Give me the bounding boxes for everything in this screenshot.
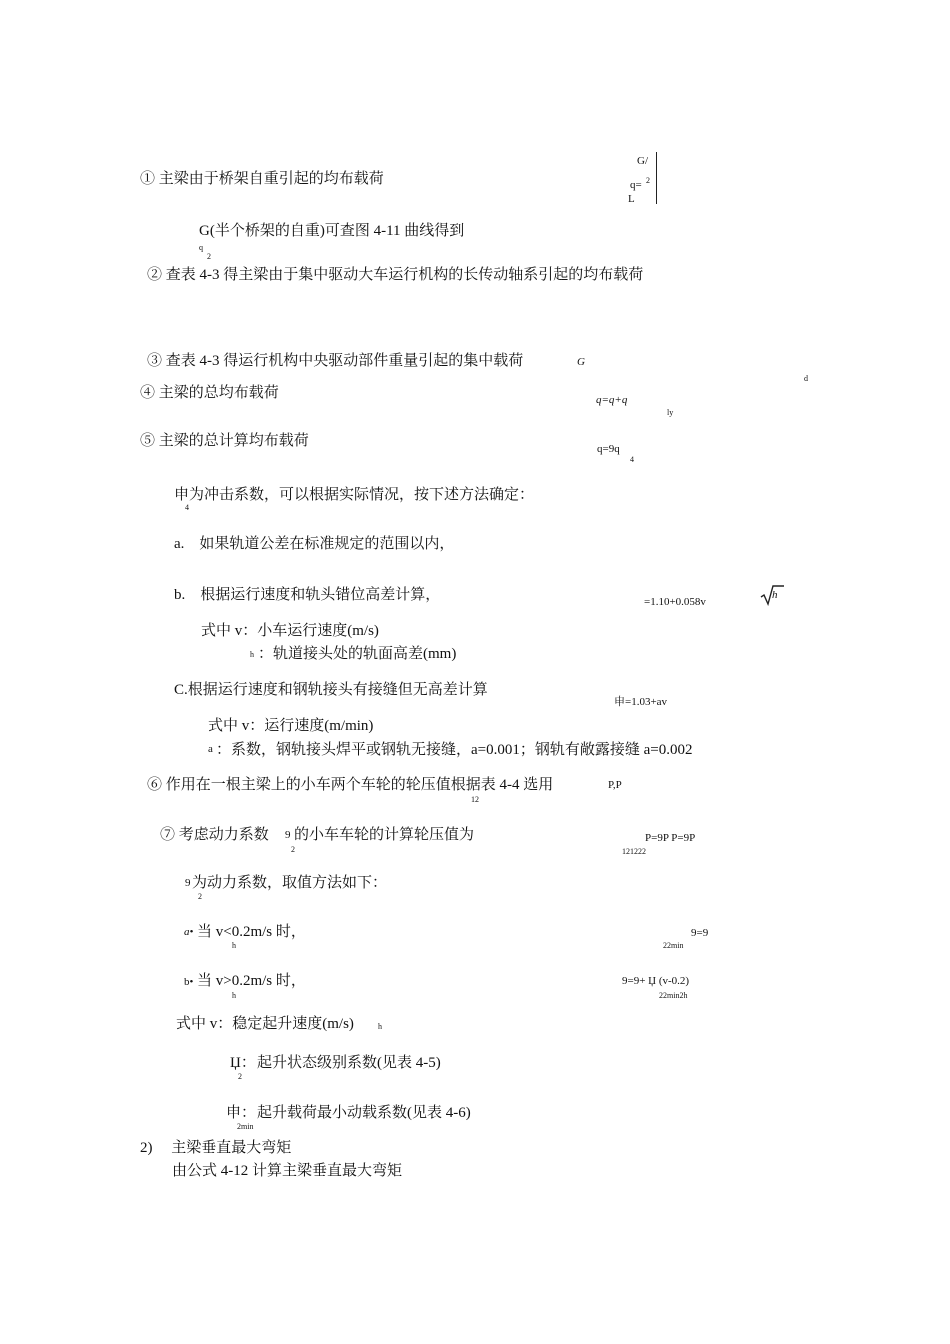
case-b-formula-sub: 22min2h bbox=[659, 991, 688, 1000]
dynamic-coefficient-intro: 为动力系数，取值方法如下： bbox=[192, 875, 388, 891]
sub-d: d bbox=[804, 374, 808, 383]
formula-method-c: 申=1.03+av bbox=[614, 696, 668, 708]
item-1-self-weight-load: ① 主梁由于桥架自重引起的均布载荷 bbox=[140, 171, 384, 187]
item-4-total-distributed-load: ④ 主梁的总均布载荷 bbox=[140, 385, 279, 401]
concentrated-load-symbol: G bbox=[577, 356, 585, 368]
formula-sub-2: 2 bbox=[646, 176, 650, 185]
a-symbol: a bbox=[208, 743, 213, 755]
sub-12: 12 bbox=[471, 795, 479, 804]
case-b-sub-h: h bbox=[232, 991, 236, 1000]
item-half-bridge-weight: G(半个桥架的自重)可查图 4-11 曲线得到 bbox=[199, 223, 465, 239]
sub-ly: ly bbox=[667, 408, 674, 417]
formula-q-equals: q= bbox=[630, 179, 642, 191]
h-symbol: h bbox=[250, 650, 254, 659]
case-a-speed: 当 v<0.2m/s 时， bbox=[197, 924, 306, 940]
case-b-label: b• bbox=[184, 976, 194, 988]
case-a-formula-sub: 22min bbox=[663, 941, 684, 950]
beta-sub-2: 2 bbox=[238, 1072, 242, 1081]
formula-method-b: =1.10+0.058v bbox=[644, 596, 706, 605]
phi2min-symbol: 申： bbox=[226, 1105, 257, 1121]
method-a: a. 如果轨道公差在标准规定的范围以内， bbox=[174, 536, 455, 552]
formula-g-over: G/ bbox=[637, 155, 648, 167]
where-a-coefficient: ：系数，钢轨接头焊平或钢轨无接缝，a=0.001；钢轨有敞露接缝 a=0.002 bbox=[216, 742, 693, 758]
calculated-load-formula: q=9q bbox=[597, 443, 620, 455]
phi-symbol: 9 bbox=[285, 829, 291, 841]
sub-q: q bbox=[199, 243, 203, 252]
case-a-formula: 9=9 bbox=[691, 927, 709, 939]
hoisting-state-class-coefficient: 起升状态级别系数(见表 4-5) bbox=[257, 1055, 441, 1071]
beta-symbol: Џ： bbox=[230, 1055, 256, 1071]
item-3-central-drive-load: ③ 查表 4-3 得运行机构中央驱动部件重量引起的集中载荷 bbox=[147, 353, 524, 369]
case-a-sub-h: h bbox=[232, 941, 236, 950]
sub-2: 2 bbox=[207, 252, 211, 261]
formula-divider-line bbox=[656, 152, 657, 204]
section-2-vertical-moment: 2) 主梁垂直最大弯矩 bbox=[140, 1140, 292, 1156]
item-7-calculated-wheel-pressure: 的小车车轮的计算轮压值为 bbox=[294, 827, 475, 843]
sub-121222: 121222 bbox=[622, 847, 646, 856]
impact-symbol: 申 bbox=[174, 487, 190, 503]
case-a-label: a• bbox=[184, 926, 194, 938]
item-6-wheel-pressure: ⑥ 作用在一根主梁上的小车两个车轮的轮压值根据表 4-4 选用 bbox=[147, 777, 554, 793]
item-2-drive-shaft-load: ② 查表 4-3 得主梁由于集中驱动大车运行机构的长传动轴系引起的均布载荷 bbox=[147, 267, 644, 283]
impact-sub-4: 4 bbox=[185, 503, 189, 512]
item-5-calculated-distributed-load: ⑤ 主梁的总计算均布载荷 bbox=[140, 433, 309, 449]
case-b-formula: 9=9+ Џ (v-0.2) bbox=[622, 975, 690, 987]
sqrt-h: h bbox=[772, 589, 778, 601]
case-b-speed: 当 v>0.2m/s 时， bbox=[197, 973, 306, 989]
total-load-formula: q=q+q bbox=[596, 394, 628, 406]
where-v-hoisting-speed: 式中 v：稳定起升速度(m/s) bbox=[176, 1016, 354, 1032]
hoisting-min-dynamic-coefficient: 起升载荷最小动载系数(见表 4-6) bbox=[257, 1105, 471, 1121]
method-b: b. 根据运行速度和轨头错位高差计算， bbox=[174, 587, 441, 603]
where-h-rail-height-diff: ：轨道接头处的轨面高差(mm) bbox=[258, 646, 457, 662]
hoisting-speed-sub-h: h bbox=[378, 1022, 382, 1031]
phi-sub-2: 2 bbox=[291, 845, 295, 854]
formula-4-12-text: 由公式 4-12 计算主梁垂直最大弯矩 bbox=[172, 1163, 402, 1179]
where-v-running-speed: 式中 v：运行速度(m/min) bbox=[208, 718, 374, 734]
dynamic-phi-sub-2: 2 bbox=[198, 892, 202, 901]
method-c: C.根据运行速度和钢轨接头有接缝但无高差计算 bbox=[174, 682, 488, 698]
wheel-pressure-symbols: P,P bbox=[608, 779, 622, 791]
sub-4: 4 bbox=[630, 455, 634, 464]
dynamic-phi-symbol: 9 bbox=[185, 877, 191, 889]
phi2min-sub: 2min bbox=[237, 1122, 254, 1131]
item-7-dynamic-coefficient: ⑦ 考虑动力系数 bbox=[160, 827, 269, 843]
calculated-wheel-pressure-formula: P=9P P=9P bbox=[645, 832, 696, 844]
where-v-trolley-speed: 式中 v：小车运行速度(m/s) bbox=[201, 623, 379, 639]
formula-l: L bbox=[628, 193, 635, 205]
impact-coefficient-intro: 为冲击系数，可以根据实际情况，按下述方法确定： bbox=[189, 487, 535, 503]
